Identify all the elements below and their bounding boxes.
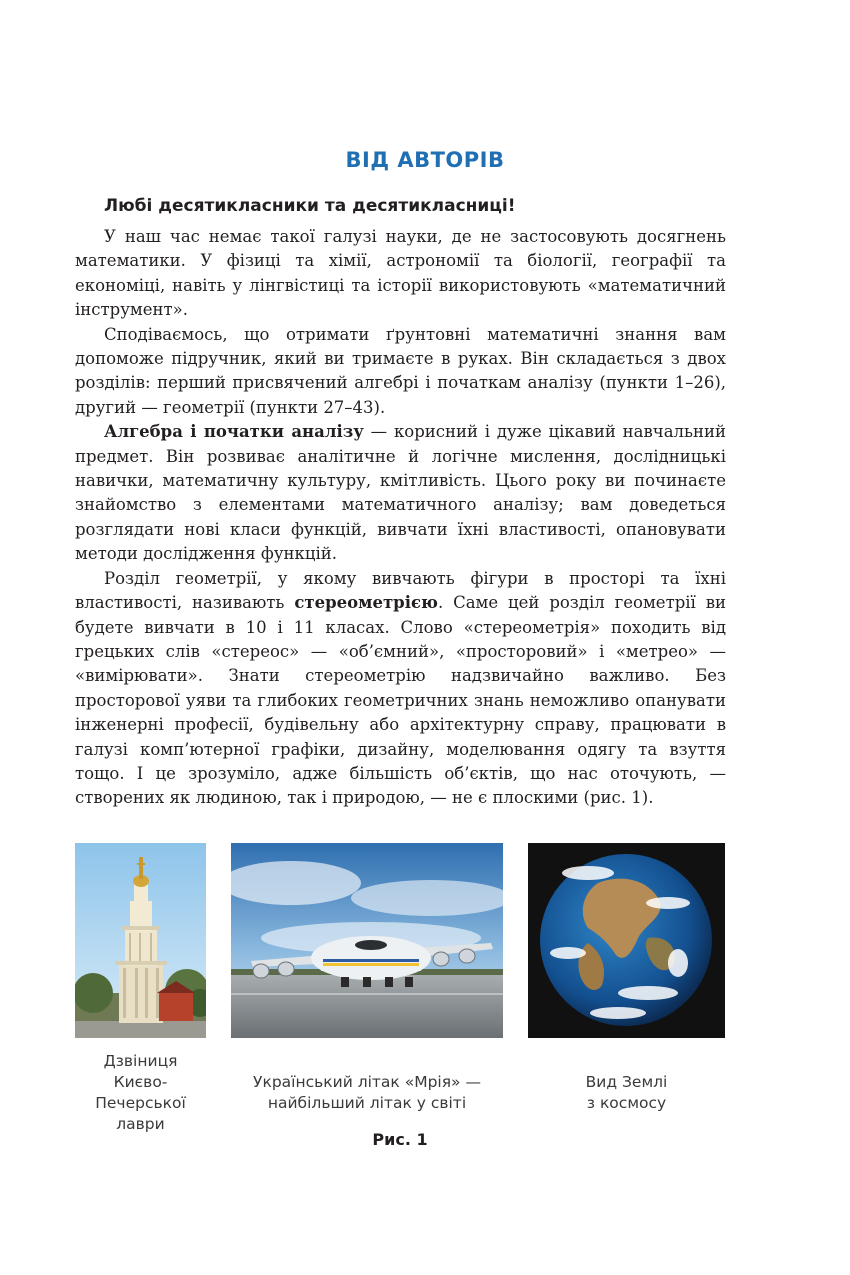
caption-line: лаври [116,1115,165,1133]
caption-line: найбільший літак у світі [267,1094,467,1112]
earth-caption [528,1072,725,1114]
caption-line: Вид Землі [585,1073,668,1091]
text-run: — корисний і дуже цікавий навчальний предмет. Він розвиває аналітичне й логічне мислення, дослідницькі навички, математичну культуру, кмітливість. Цього року ви починаєте знайомство з елементами математичного аналізу; вам доведеться розглядати нові класи функцій, вивчати їхні властивості, опановувати методи дослідження функцій. [75,422,726,564]
text-run: У наш час немає такої галузі науки, де не застосовують досягнень математики. У фізиці та хімії, астрономії та біології, географії та економіці, навіть у лінгвістиці та історії використовують «математичний інструмент». [75,227,726,320]
caption-line: Печерської [95,1094,186,1112]
caption-line: Дзвіниця [103,1052,178,1070]
airplane-caption [231,1072,503,1114]
bold-term: стереометрією [294,593,438,613]
airplane-photo [231,843,503,1038]
text-run: Сподіваємось, що отримати ґрунтовні математичні знання вам допоможе підручник, який ви тримаєте в руках. Він складається з двох розділів: перший присвячений алгебрі і початкам аналізу (пункти 1–26), другий — геометрії (пункти 27–43). [75,324,726,417]
page-heading: ВІД АВТОРІВ [345,148,505,172]
bell-tower-photo [75,843,206,1038]
bold-term: Алгебра і початки аналізу [104,422,364,442]
paragraph [75,225,726,323]
bell-tower-caption [75,1051,206,1135]
caption-line: з космосу [586,1094,667,1112]
earth-photo [528,843,725,1038]
text-run: Розділ геометрії, у якому вивчають фігури в просторі та їхні властивості, називають [75,568,726,613]
paragraph [75,567,726,811]
paragraph [75,420,726,566]
text-run: . Саме цей розділ геометрії ви будете вивчати в 10 і 11 класах. Слово «стереометрія» походить від грецьких слів «стереос» — «об’ємний», «просторовий» і «метрео» — «вимірювати». Знати стереометрію надзвичайно важливо. Без просторової уяви та глибоких геометричних знань неможливо опанувати інженерні професії, будівельну або архітектурну справу, працювати в галузі комп’ютерної графіки, дизайну, моделювання одягу та взуття тощо. І це зрозуміло, адже більшість об’єктів, що нас оточують, — створених як людиною, так і природою, — не є плоскими (рис. 1). [75,593,726,808]
paragraph [75,323,726,421]
figure-label: Рис. 1 [372,1130,428,1149]
caption-line: Києво- [113,1073,168,1091]
body-text [75,225,726,811]
greeting: Любі десятикласники та десятикласниці! [104,196,516,216]
caption-line: Український літак «Мрія» — [253,1073,481,1091]
